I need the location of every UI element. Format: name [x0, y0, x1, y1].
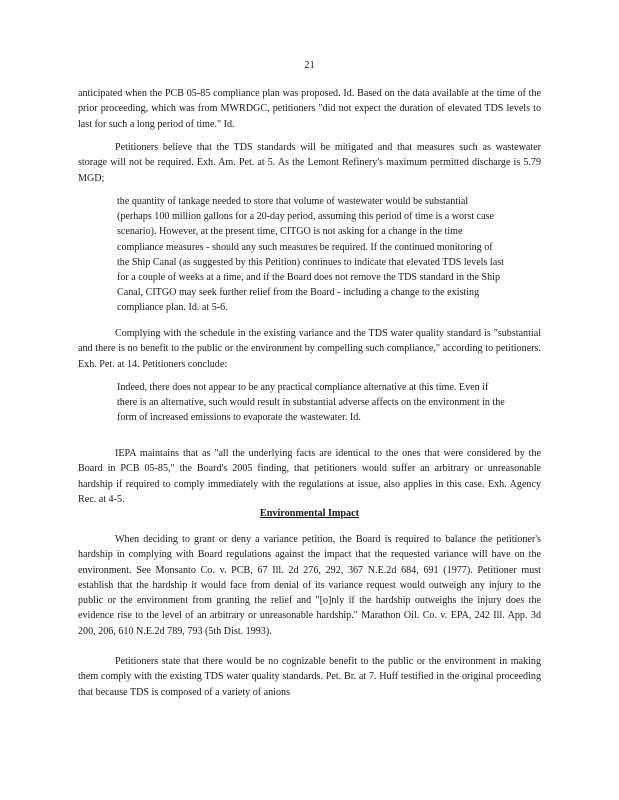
block-quote-indeed: Indeed, there does not appear to be any practical compliance alternative at this time. Even if there is an alternative, such would result in substantial adverse affects on the environment in the form of increased emissions to evaporate the wastewater. Id.	[117, 382, 505, 424]
paragraph-petitioners-state: Petitioners state that there would be no cognizable benefit to the public or the environment in making them comply with the existing TDS water quality standards. Pet. Br. at 7. Huff testified in the original proceeding that because TDS is composed of a variety of anions	[78, 656, 541, 698]
paragraph-complying: Complying with the schedule in the existing variance and the TDS water quality standard is "substantial and there is no benefit to the public or the environment by compelling such compliance," according to petitioners. Exh. Pet. at 14. Petitioners conclude:	[78, 328, 541, 370]
block-quote-tankage: the quantity of tankage needed to store that volume of wastewater would be substantial (perhaps 100 million gallons for a 20-day period, assuming this period of time is a worst case scenario). However, at the present time, CITGO is not asking for a change in the time compliance measures - should any such measures be required. If the continued monitoring of the Ship Canal (as suggested by this Petition) continues to indicate that elevated TDS levels last for a couple of weeks at a time, and if the Board does not remove the TDS standard in the Ship Canal, CITGO may seek further relief from the Board - including a change to the existing compliance plan. Id. at 5-6.	[117, 196, 504, 314]
section-heading-environmental-impact: Environmental Impact	[259, 508, 360, 519]
paragraph-iepa-maintains: IEPA maintains that as "all the underlying facts are identical to the ones that were considered by the Board in PCB 05-85," the Board's 2005 finding, that petitioners would suffer an arbitrary or unreasonable hardship if required to comply immediately with the regulations at issue, also applies in this case. Exh. Agency Rec. at 4-5.	[78, 448, 541, 505]
paragraph-when-deciding: When deciding to grant or deny a variance petition, the Board is required to balance the petitioner's hardship in complying with Board regulations against the impact that the requested variance will have on the environment. See Monsanto Co. v. PCB, 67 Ill. 2d 276, 292, 367 N.E.2d 684, 691 (1977). Petitioner must establish that the hardship it would face from denial of its variance request would outweigh any injury to the public or the environment from granting the relief and "[o]nly if the hardship outweighs the injury does the evidence rise to the level of an arbitrary or unreasonable hardship." Marathon Oil. Co. v. EPA, 242 Ill. App. 3d 200, 206, 610 N.E.2d 789, 793 (5th Dist. 1993).	[78, 534, 541, 637]
paragraph-petitioners-believe: Petitioners believe that the TDS standards will be mitigated and that measures such as wastewater storage will not be required. Exh. Am. Pet. at 5. As the Lemont Refinery's maximum permitted discharge is 5.79 MGD;	[78, 142, 541, 184]
paragraph-continued: anticipated when the PCB 05-85 compliance plan was proposed. Id. Based on the data available at the time of the prior proceeding, which was from MWRDGC, petitioners "did not expect the duration of elevated TDS levels to last for such a long period of time." Id.	[78, 88, 541, 130]
page-number: 21	[304, 60, 315, 71]
